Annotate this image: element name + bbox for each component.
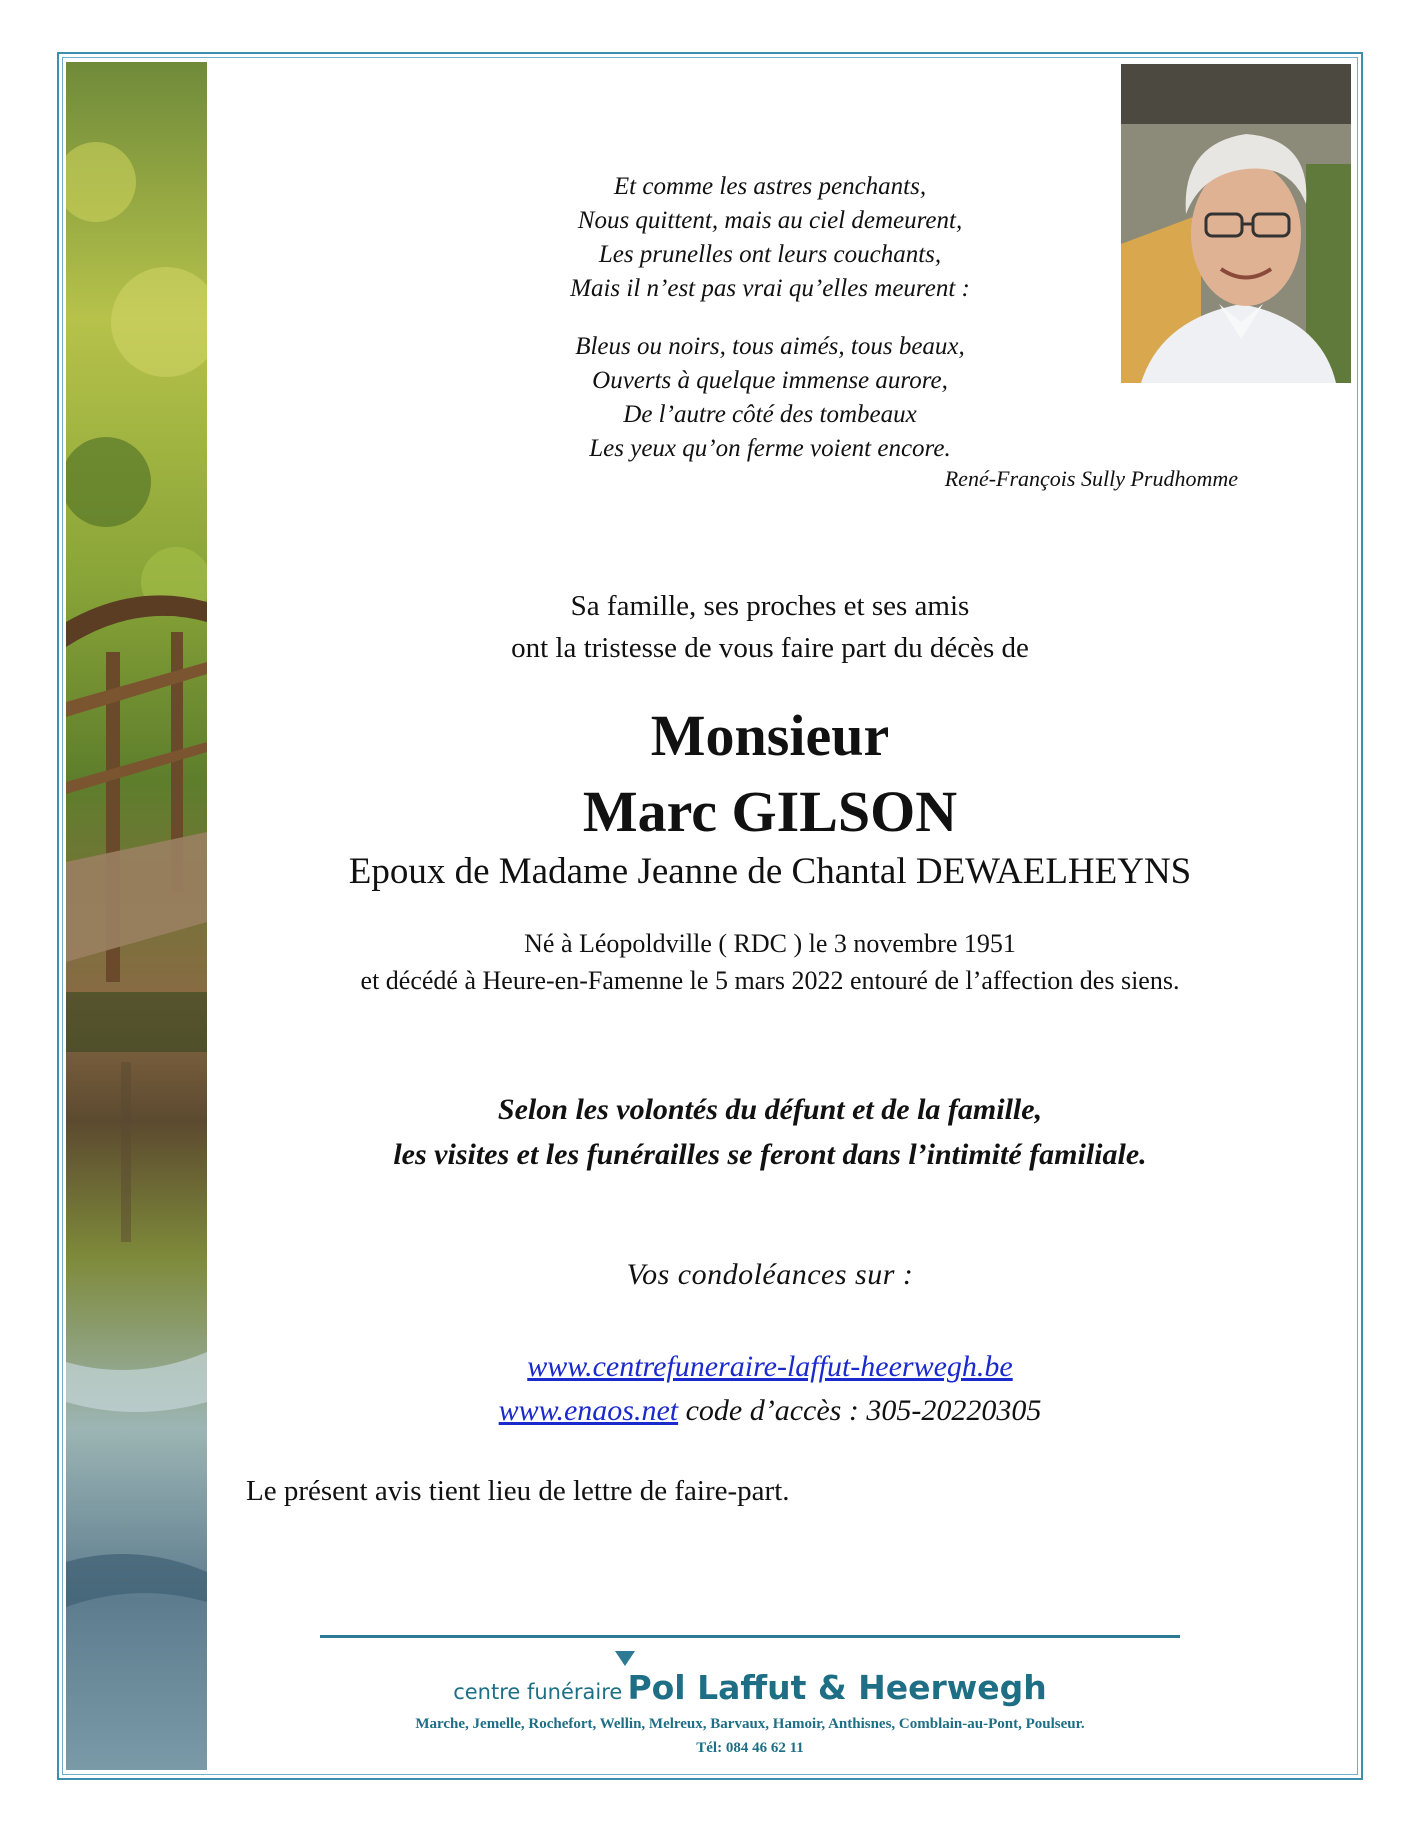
side-nature-photo: [66, 62, 207, 1770]
portrait-photo: [1121, 64, 1351, 383]
poem-line: Les prunelles ont leurs couchants,: [598, 241, 942, 268]
wishes-line-1: Selon les volontés du défunt et de la famille,: [497, 1093, 1043, 1126]
access-code: code d’accès : 305-20220305: [678, 1394, 1042, 1427]
notice-text: Le présent avis tient lieu de lettre de faire-part.: [246, 1475, 790, 1507]
condolences-links: [300, 1345, 1240, 1433]
poem-stanza-2: [400, 330, 1140, 466]
poem-line: Les yeux qu’on ferme voient encore.: [589, 435, 951, 462]
footer-logo-triangle-icon: [615, 1651, 635, 1666]
footer-divider: [320, 1635, 1180, 1638]
poem-line: De l’autre côté des tombeaux: [623, 401, 917, 428]
footer-locations: Marche, Jemelle, Rochefort, Wellin, Melreux, Barvaux, Hamoir, Anthisnes, Comblain-au-Pont, Poulseur.: [415, 1716, 1085, 1732]
announcement-line-2: ont la tristesse de vous faire part du décès de: [511, 632, 1029, 664]
wishes-line-2: les visites et les funérailles se feront dans l’intimité familiale.: [393, 1138, 1147, 1171]
poem-stanza-1: [400, 170, 1140, 306]
poem-line: Ouverts à quelque immense aurore,: [592, 367, 948, 394]
condolences-heading: Vos condoléances sur :: [626, 1258, 914, 1291]
enaos-link[interactable]: www.enaos.net: [498, 1394, 679, 1427]
footer-brand-prefix: centre funéraire: [453, 1680, 623, 1704]
poem-line: Nous quittent, mais au ciel demeurent,: [577, 207, 963, 234]
birth-death-info: [200, 925, 1340, 999]
poem-line: Mais il n’est pas vrai qu’elles meurent :: [570, 275, 970, 302]
death-line: et décédé à Heure-en-Famenne le 5 mars 2022 entouré de l’affection des siens.: [360, 966, 1180, 995]
deceased-honorific: Monsieur: [650, 703, 890, 768]
announcement-line-1: Sa famille, ses proches et ses amis: [570, 590, 970, 622]
deceased-spouse: Epoux de Madame Jeanne de Chantal DEWAELHEYNS: [348, 851, 1192, 892]
funeral-center-link[interactable]: www.centrefuneraire-laffut-heerwegh.be: [527, 1350, 1013, 1383]
deceased-name: Marc GILSON: [582, 779, 958, 844]
footer-phone: Tél: 084 46 62 11: [696, 1740, 804, 1756]
poem-line: Et comme les astres penchants,: [613, 173, 927, 200]
footer-brand-name: Pol Laffut & Heerwegh: [627, 1668, 1047, 1707]
family-wishes: [200, 1087, 1340, 1177]
poem-author: René-François Sully Prudhomme: [944, 466, 1238, 491]
poem-line: Bleus ou noirs, tous aimés, tous beaux,: [575, 333, 965, 360]
birth-line: Né à Léopoldville ( RDC ) le 3 novembre 1951: [524, 929, 1016, 958]
footer-brand: [320, 1668, 1180, 1707]
announcement: [350, 585, 1190, 669]
